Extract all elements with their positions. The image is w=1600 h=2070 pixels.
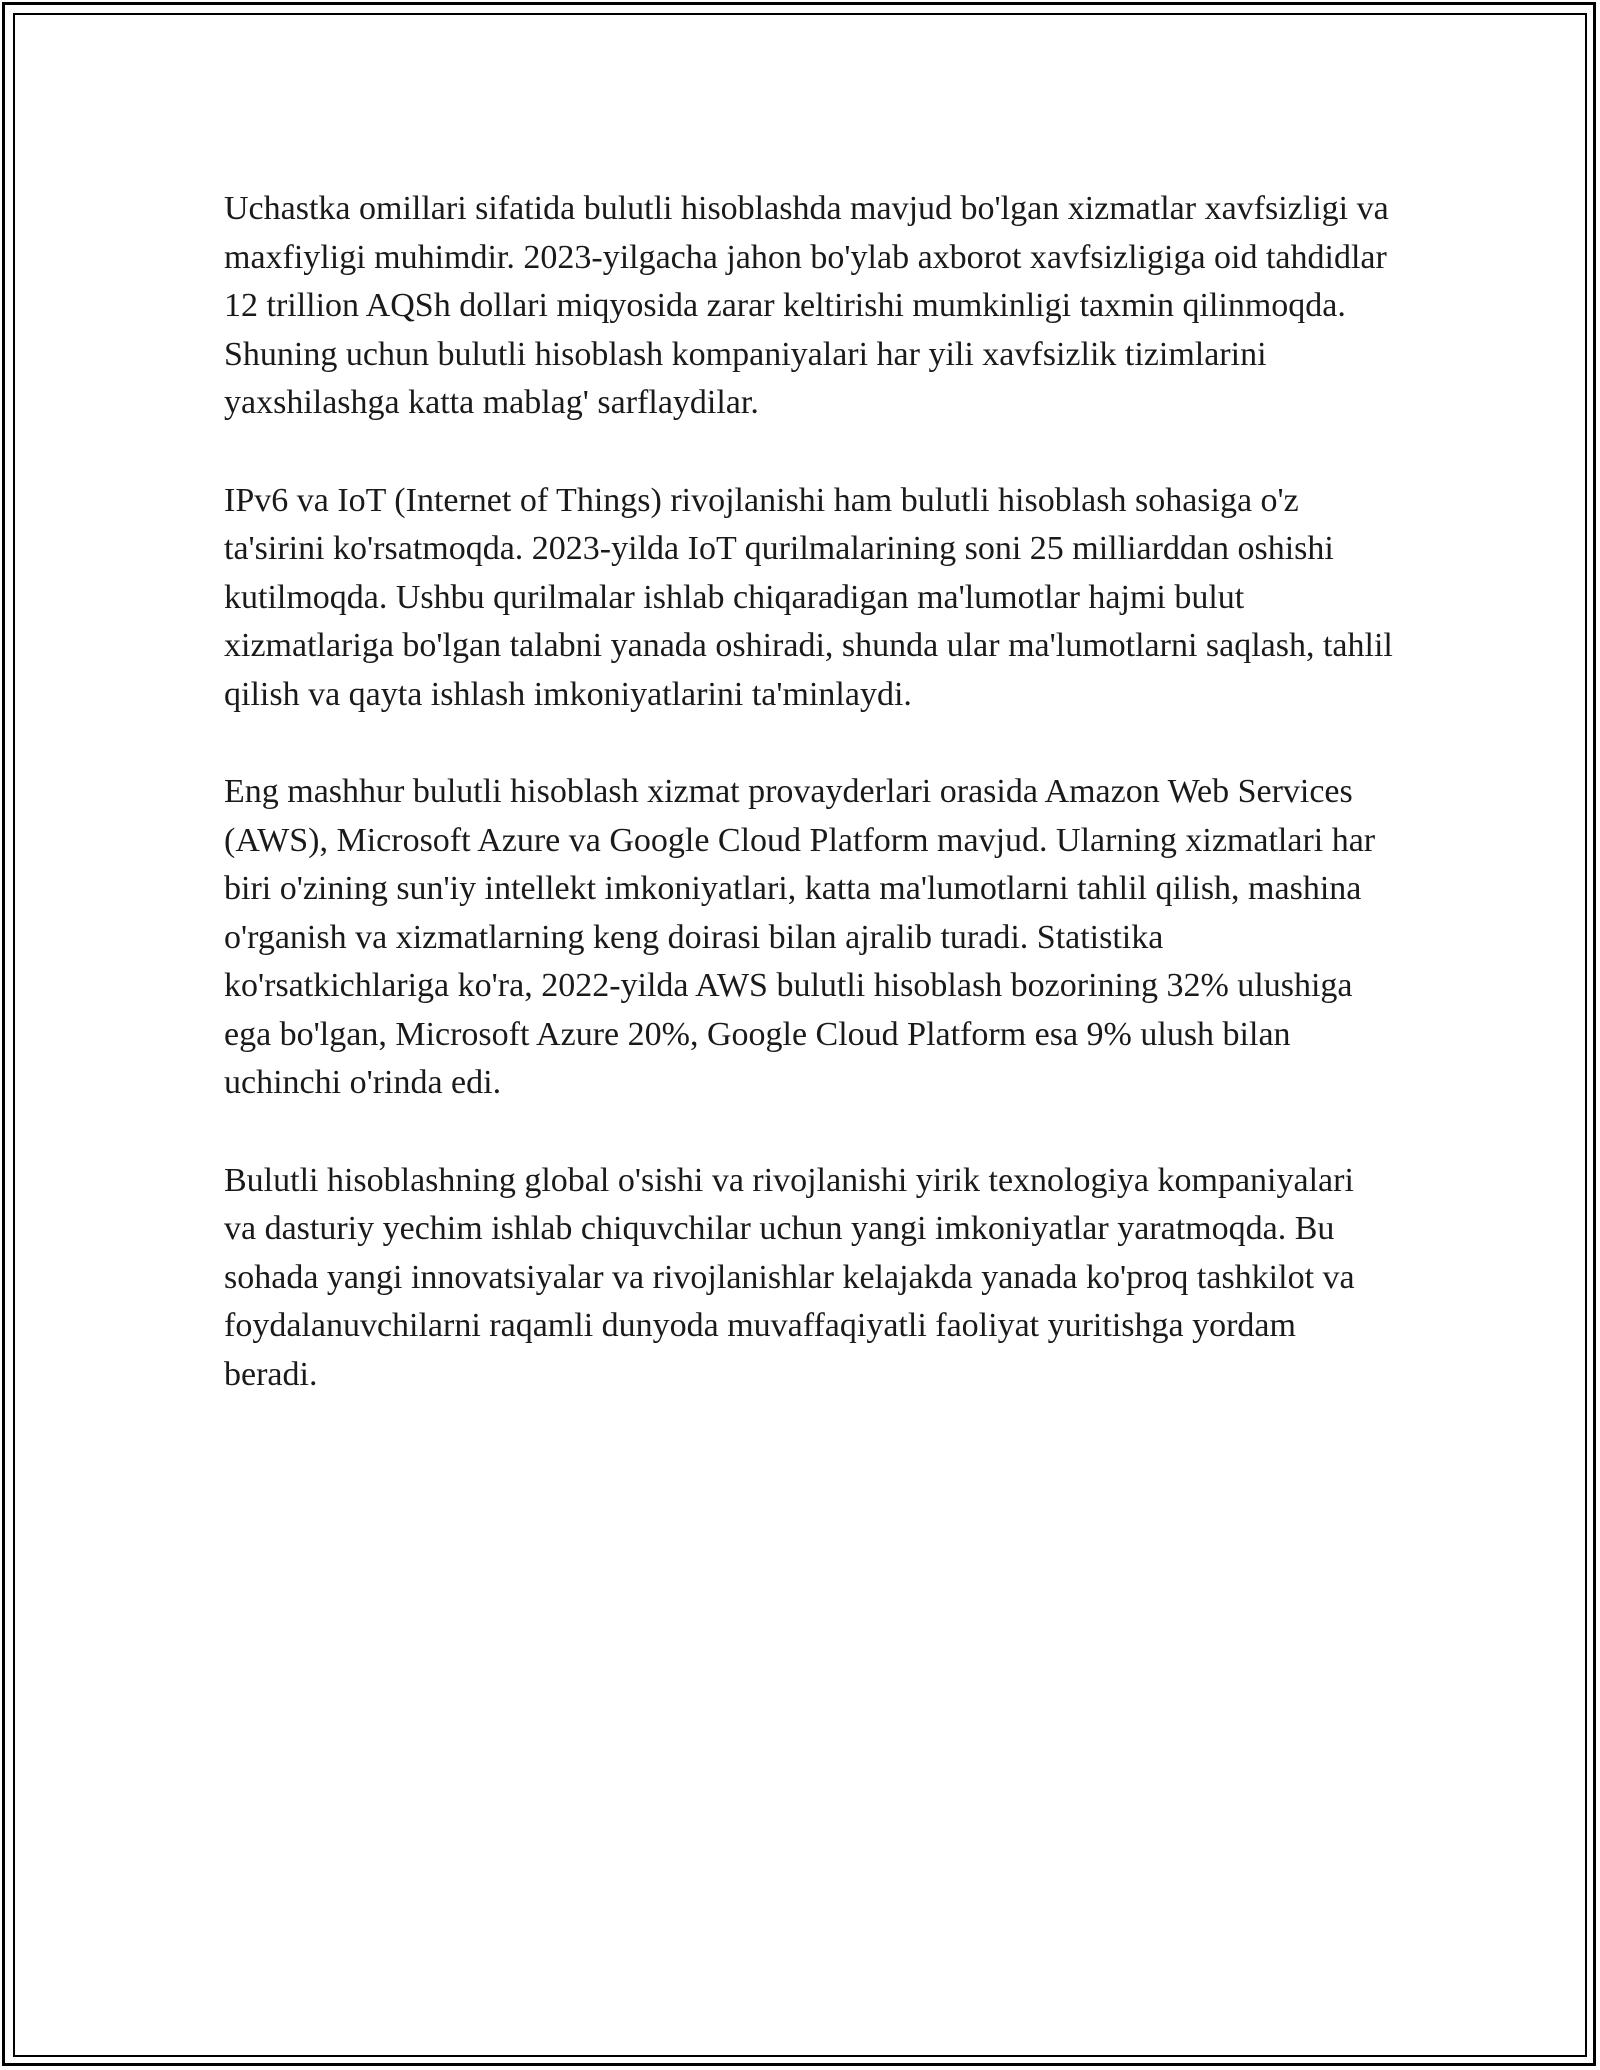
paragraph-providers: Eng mashhur bulutli hisoblash xizmat provayderlari orasida Amazon Web Services (AWS), Microsoft Azure va Google Cloud Platform mavjud. Ularning xizmatlari har biri o'zining sun'iy intellekt imkoniyatlari, katta ma'lumotlarni tahlil qilish, mashina o'rganish va xizmatlarning keng doirasi bilan ajralib turadi. Statistika ko'rsatkichlariga ko'ra, 2022-yilda AWS bulutli hisoblash bozorining 32% ulushiga ega bo'lgan, Microsoft Azure 20%, Google Cloud Platform esa 9% ulush bilan uchinchi o'rinda edi. — [224, 773, 1376, 1101]
paragraph-iot: IPv6 va IoT (Internet of Things) rivojlanishi ham bulutli hisoblash sohasiga o'z ta'sirini ko'rsatmoqda. 2023-yilda IoT qurilmalarining soni 25 milliarddan oshishi kutilmoqda. Ushbu qurilmalar ishlab chiqaradigan ma'lumotlar hajmi bulut xizmatlariga bo'lgan talabni yanada oshiradi, shunda ular ma'lumotlarni saqlash, tahlil qilish va qayta ishlash imkoniyatlarini ta'minlaydi. — [224, 481, 1393, 713]
paragraph-security: Uchastka omillari sifatida bulutli hisoblashda mavjud bo'lgan xizmatlar xavfsizligi va maxfiyligi muhimdir. 2023-yilgacha jahon bo'ylab axborot xavfsizligiga oid tahdidlar 12 trillion AQSh dollari miqyosida zarar keltirishi mumkinligi taxmin qilinmoqda. Shuning uchun bulutli hisoblash kompaniyalari har yili xavfsizlik tizimlarini yaxshilashga katta mablag' sarflaydilar. — [224, 190, 1389, 421]
paragraph-growth: Bulutli hisoblashning global o'sishi va rivojlanishi yirik texnologiya kompaniyalari va dasturiy yechim ishlab chiquvchilar uchun yangi imkoniyatlar yaratmoqda. Bu sohada yangi innovatsiyalar va rivojlanishlar kelajakda yanada ko'proq tashkilot va foydalanuvchilarni raqamli dunyoda muvaffaqiyatli faoliyat yuritishga yordam beradi. — [224, 1161, 1355, 1393]
document-body — [224, 185, 1394, 1448]
